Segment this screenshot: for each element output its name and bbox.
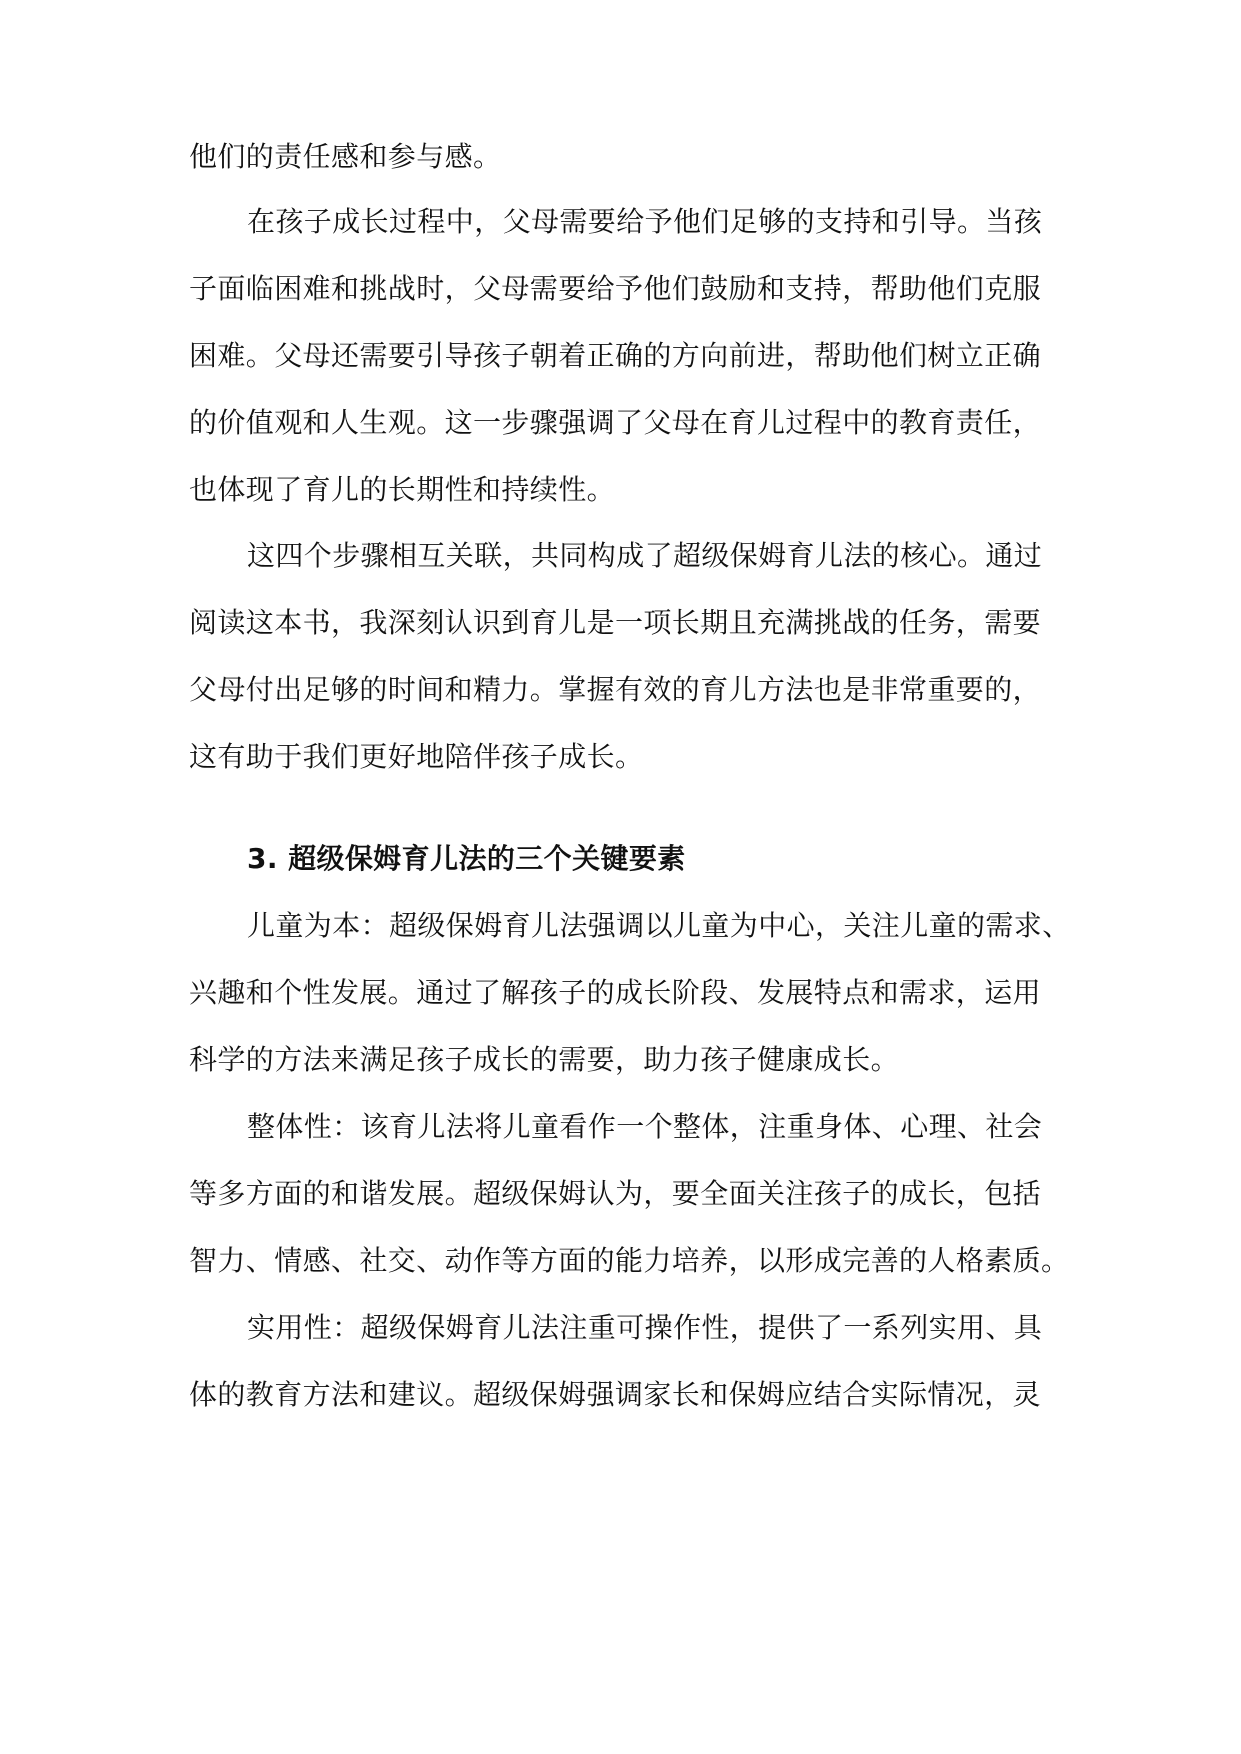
text-line: 父母付出足够的时间和精力。掌握有效的育儿方法也是非常重要的， [189,673,1042,706]
section-heading: 3. 超级保姆育儿法的三个关键要素 [247,842,686,875]
text-line: 智力、情感、社交、动作等方面的能力培养，以形成完善的人格素质。 [189,1244,1070,1277]
text-line: 这有助于我们更好地陪伴孩子成长。 [189,740,644,773]
text-line: 体的教育方法和建议。超级保姆强调家长和保姆应结合实际情况，灵 [189,1378,1042,1411]
text-line: 这四个步骤相互关联，共同构成了超级保姆育儿法的核心。通过 [247,539,1043,572]
text-line: 兴趣和个性发展。通过了解孩子的成长阶段、发展特点和需求，运用 [189,976,1042,1009]
text-line: 的价值观和人生观。这一步骤强调了父母在育儿过程中的教育责任， [189,406,1042,439]
text-line: 子面临困难和挑战时，父母需要给予他们鼓励和支持，帮助他们克服 [189,272,1042,305]
text-line: 困难。父母还需要引导孩子朝着正确的方向前进，帮助他们树立正确 [189,339,1042,372]
text-line: 也体现了育儿的长期性和持续性。 [189,473,616,506]
text-line: 整体性：该育儿法将儿童看作一个整体，注重身体、心理、社会 [247,1110,1043,1143]
text-line: 实用性：超级保姆育儿法注重可操作性，提供了一系列实用、具 [247,1311,1043,1344]
text-line: 儿童为本：超级保姆育儿法强调以儿童为中心，关注儿童的需求、 [247,909,1071,942]
text-line: 科学的方法来满足孩子成长的需要，助力孩子健康成长。 [189,1043,900,1076]
text-line: 他们的责任感和参与感。 [189,140,502,173]
text-line: 在孩子成长过程中，父母需要给予他们足够的支持和引导。当孩 [247,205,1043,238]
text-line: 阅读这本书，我深刻认识到育儿是一项长期且充满挑战的任务，需要 [189,606,1042,639]
text-line: 等多方面的和谐发展。超级保姆认为，要全面关注孩子的成长，包括 [189,1177,1042,1210]
